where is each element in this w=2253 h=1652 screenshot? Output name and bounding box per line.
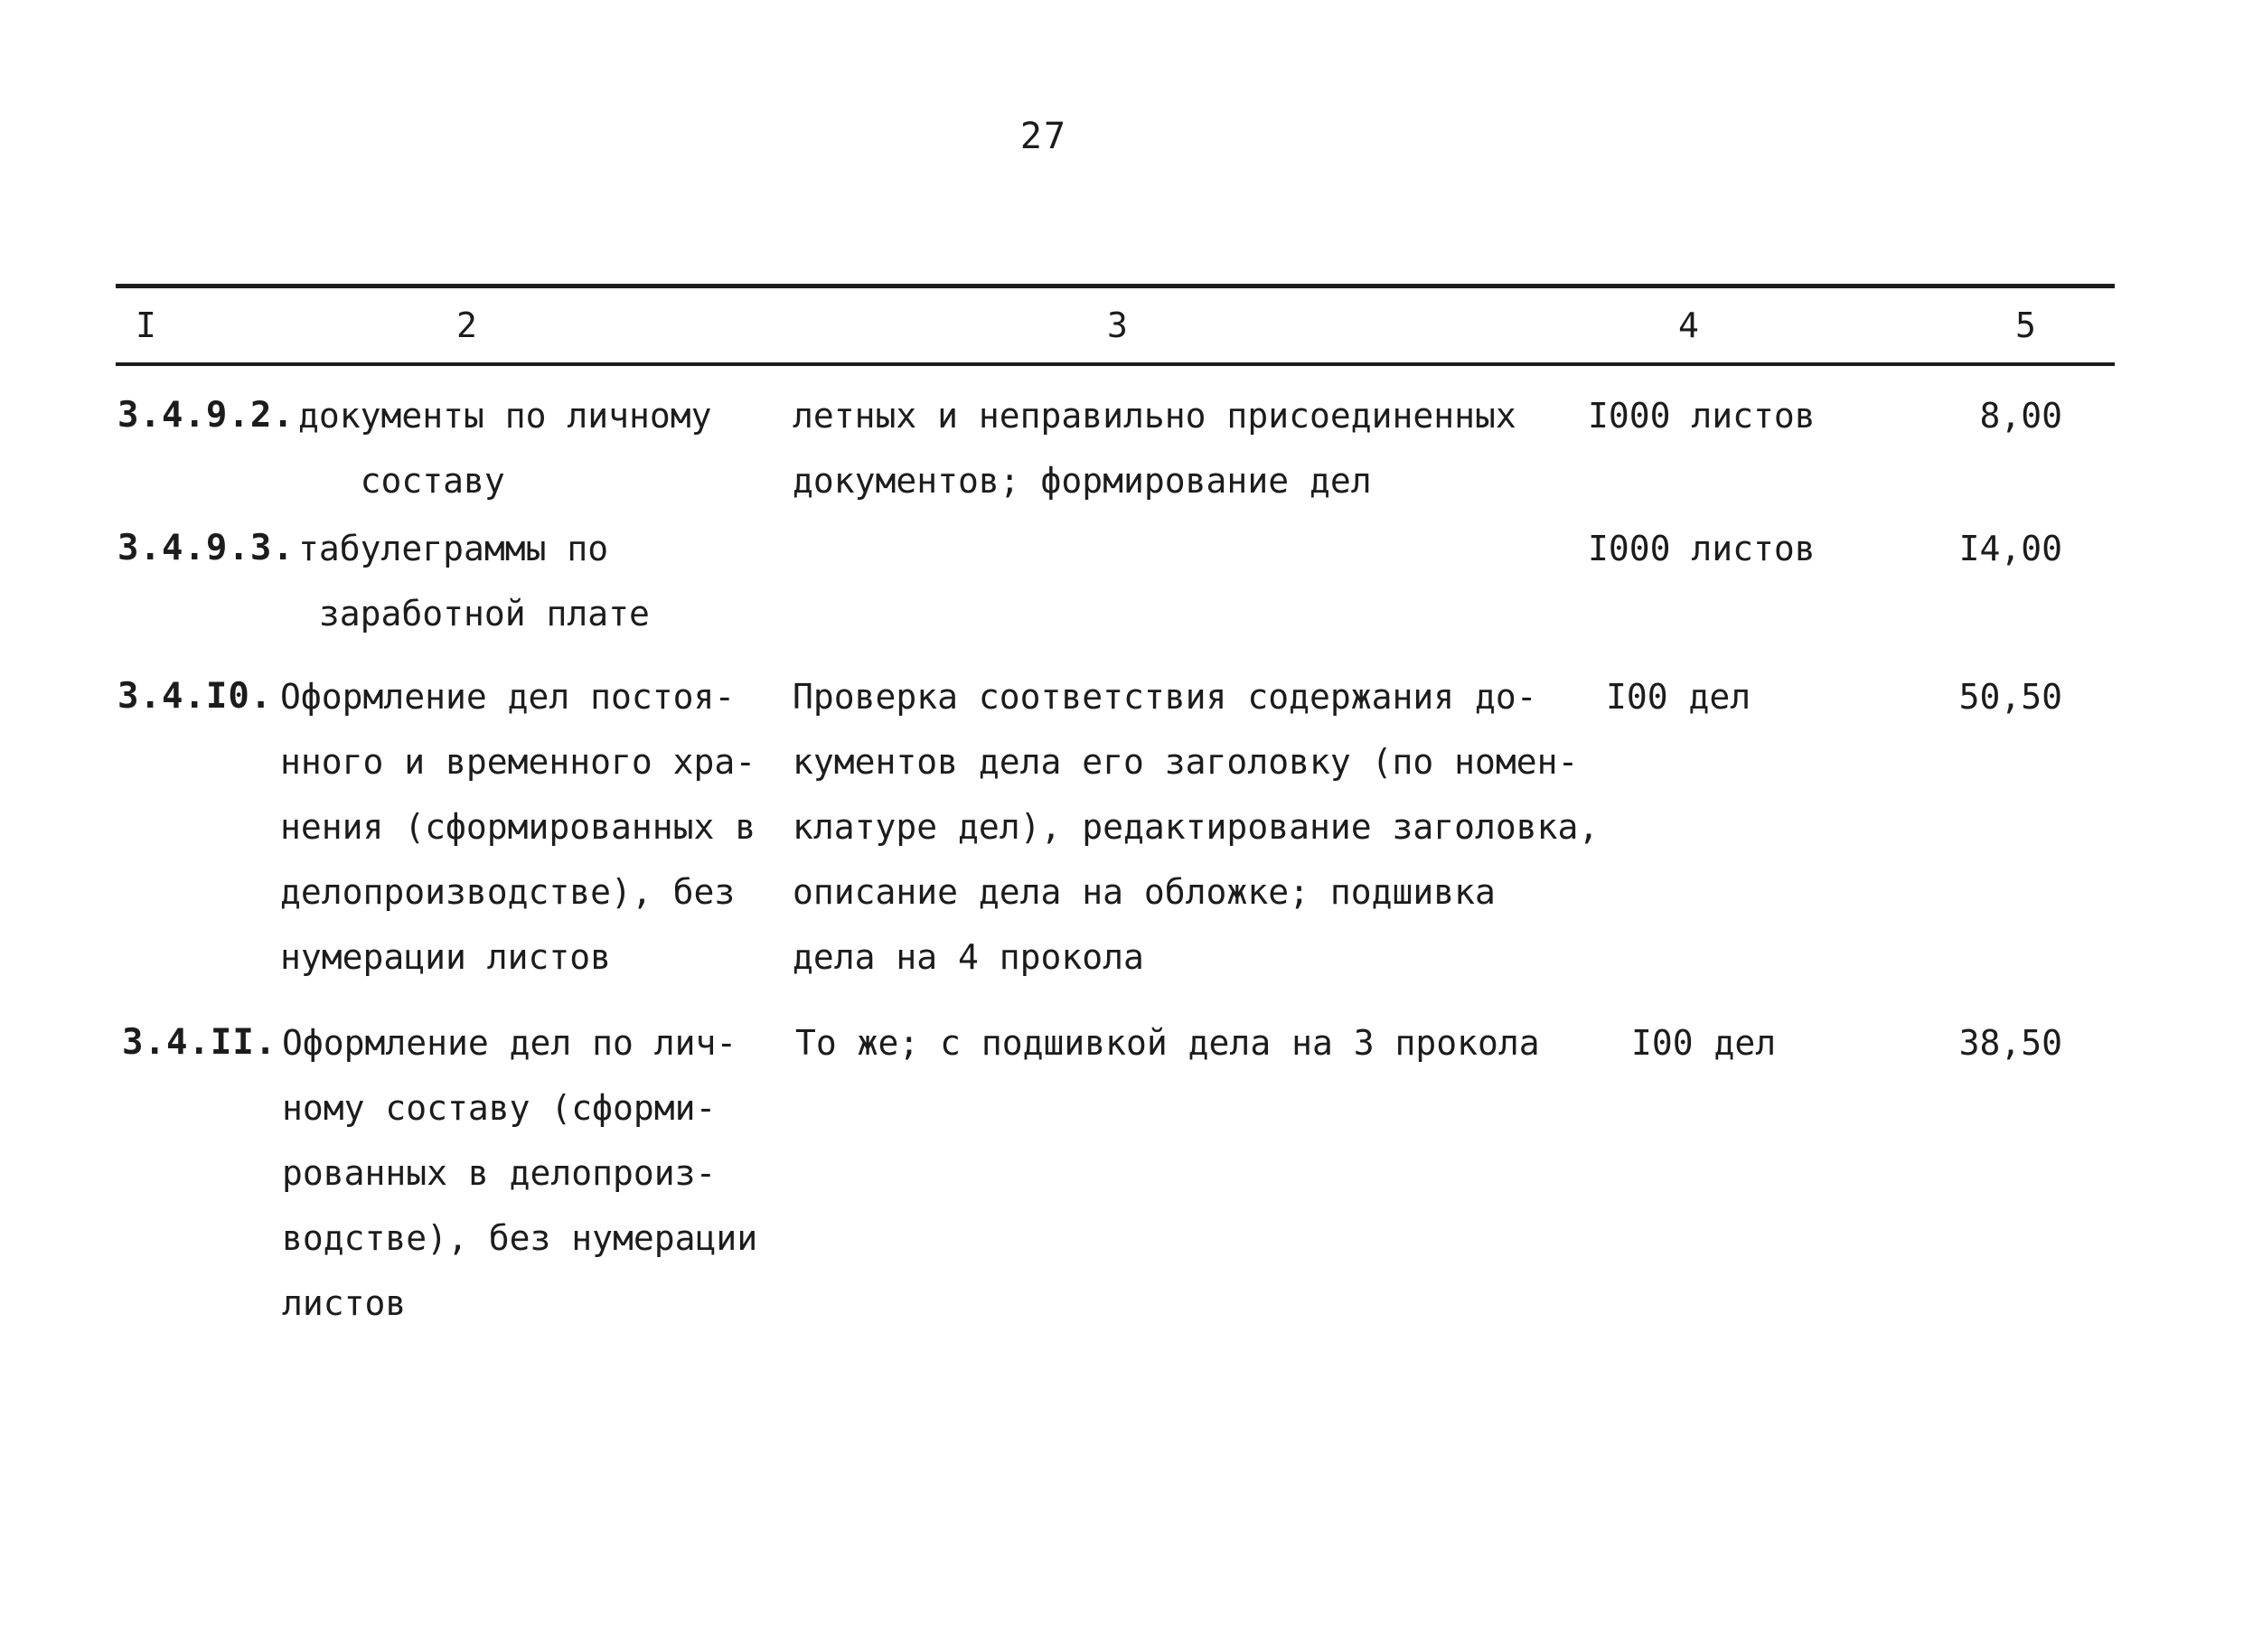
row-code: 3.4.II.: [122, 1022, 277, 1063]
row-value: I4,00: [1958, 529, 2062, 568]
row-unit: I00 дел: [1606, 677, 1751, 717]
row-value: 8,00: [1979, 396, 2062, 436]
header-bottom-rule: [320, 362, 2115, 366]
row-code: 3.4.9.3.: [117, 528, 295, 568]
row-value: 38,50: [1958, 1023, 2062, 1063]
row-name: документы по личному составу: [298, 396, 712, 501]
row-code: 3.4.I0.: [117, 676, 273, 717]
row-description: летных и неправильно присоединенных документов; формирование дел: [793, 396, 1516, 501]
page-number: 27: [1019, 116, 1068, 157]
row-name: Оформление дел по лич- ному составу (сформи- рованных в делопроиз- водстве), без нумерации листов: [282, 1023, 758, 1323]
row-value: 50,50: [1958, 677, 2062, 717]
header-bottom-rule: [116, 362, 320, 366]
table-top-rule: [116, 284, 2115, 288]
row-description: То же; с подшивкой дела на 3 прокола: [795, 1023, 1540, 1063]
row-unit: I00 дел: [1631, 1023, 1777, 1063]
row-name: Оформление дел постоя- нного и временного хра- нения (сформированных в делопроизводстве), без нумерации листов: [280, 677, 756, 977]
row-description: Проверка соответствия содержания до- кументов дела его заголовку (по номен- клатуре дел), редактирование заголовка, описание дела на обложке; подшивка дела на 4 прокола: [793, 677, 1600, 977]
row-unit: I000 листов: [1588, 396, 1816, 436]
column-header-2: 2: [456, 305, 477, 345]
column-header-1: I: [136, 305, 156, 345]
row-unit: I000 листов: [1588, 529, 1816, 568]
column-header-5: 5: [2015, 305, 2036, 345]
column-header-4: 4: [1678, 305, 1699, 345]
column-header-3: 3: [1107, 305, 1128, 345]
row-code: 3.4.9.2.: [117, 395, 295, 436]
row-name: табулеграммы по заработной плате: [298, 529, 650, 634]
